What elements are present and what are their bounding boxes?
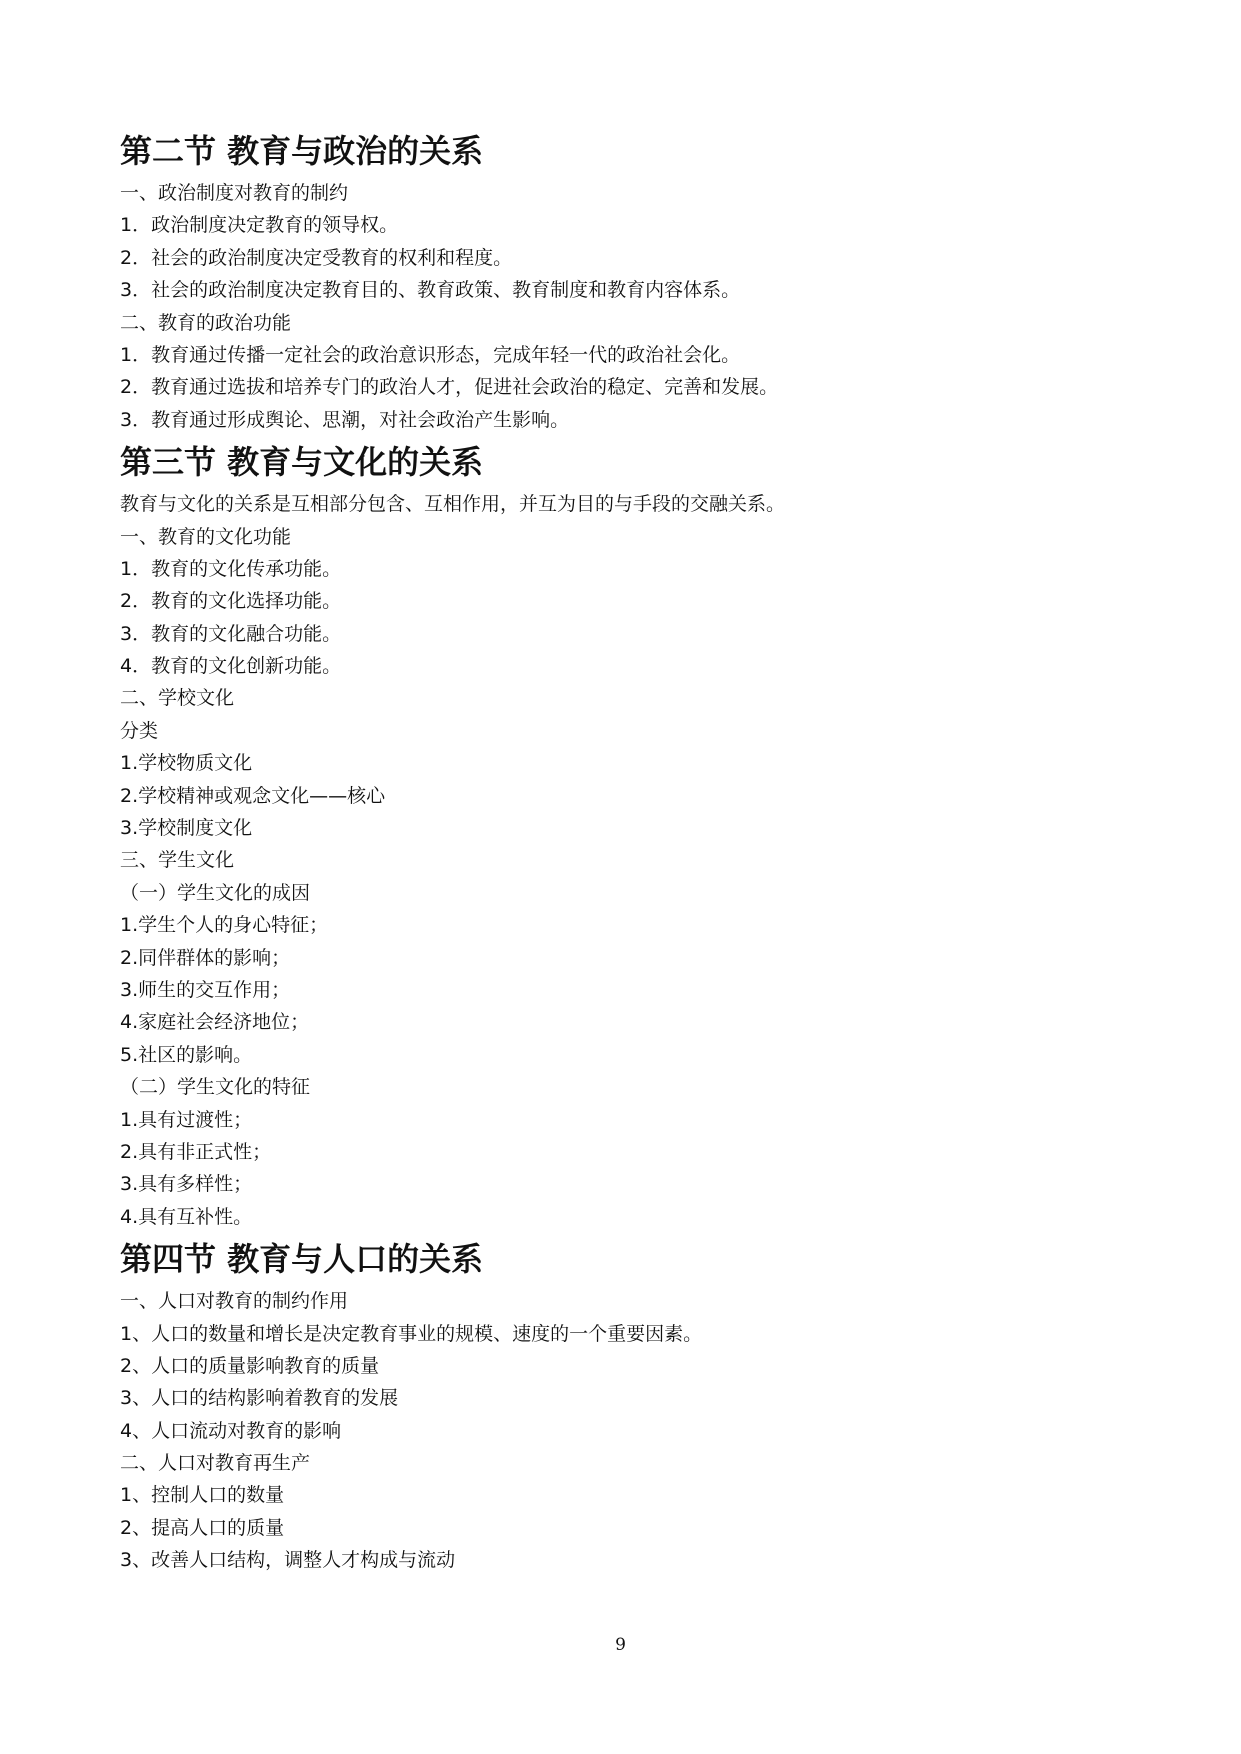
text-line: 5.社区的影响。 xyxy=(120,1043,253,1066)
text-line: 4、人口流动对教育的影响 xyxy=(120,1419,342,1442)
text-line: 1．教育通过传播一定社会的政治意识形态，完成年轻一代的政治社会化。 xyxy=(120,343,741,366)
text-line: 1．政治制度决定教育的领导权。 xyxy=(120,214,399,237)
text-line: 3．教育的文化融合功能。 xyxy=(120,622,342,645)
page-number: 9 xyxy=(615,1635,626,1655)
text-line: 4．教育的文化创新功能。 xyxy=(120,655,342,678)
text-line: 1.学生个人的身心特征； xyxy=(120,914,329,937)
text-line: 二、学校文化 xyxy=(120,687,235,710)
text-line: （一）学生文化的成因 xyxy=(120,881,311,904)
text-line: 1.学校物质文化 xyxy=(120,752,253,775)
text-line: 2.学校精神或观念文化——核心 xyxy=(120,784,386,807)
section-education-population xyxy=(120,1233,1120,1577)
text-line: 4.家庭社会经济地位； xyxy=(120,1011,310,1034)
text-line: 2．教育的文化选择功能。 xyxy=(120,590,342,613)
text-line: 二、教育的政治功能 xyxy=(120,311,292,334)
text-line: 二、人口对教育再生产 xyxy=(120,1452,311,1475)
section-heading: 第四节 教育与人口的关系 xyxy=(120,1240,484,1279)
text-line: 2、人口的质量影响教育的质量 xyxy=(120,1354,380,1377)
text-line: （二）学生文化的特征 xyxy=(120,1076,311,1099)
text-line: 教育与文化的关系是互相部分包含、互相作用，并互为目的与手段的交融关系。 xyxy=(120,493,786,516)
section-heading: 第二节 教育与政治的关系 xyxy=(120,132,484,170)
text-line: 4.具有互补性。 xyxy=(120,1205,253,1228)
text-line: 3.学校制度文化 xyxy=(120,817,253,840)
text-line: 分类 xyxy=(120,719,159,742)
text-line: 2．教育通过选拔和培养专门的政治人才，促进社会政治的稳定、完善和发展。 xyxy=(120,376,779,399)
text-line: 2、提高人口的质量 xyxy=(120,1516,285,1539)
text-line: 1、控制人口的数量 xyxy=(120,1484,285,1507)
text-line: 3、改善人口结构，调整人才构成与流动 xyxy=(120,1549,456,1572)
text-line: 2.同伴群体的影响； xyxy=(120,946,291,969)
text-line: 3、人口的结构影响着教育的发展 xyxy=(120,1387,399,1410)
text-line: 一、人口对教育的制约作用 xyxy=(120,1290,349,1313)
text-line: 三、学生文化 xyxy=(120,849,235,872)
text-line: 一、教育的文化功能 xyxy=(120,525,292,548)
section-education-culture xyxy=(120,436,1120,1233)
section-education-politics xyxy=(120,125,1120,436)
text-line: 3．教育通过形成舆论、思潮，对社会政治产生影响。 xyxy=(120,408,570,431)
text-line: 1.具有过渡性； xyxy=(120,1108,253,1131)
section-heading: 第三节 教育与文化的关系 xyxy=(120,443,484,482)
text-line: 一、政治制度对教育的制约 xyxy=(120,182,349,204)
text-line: 2．社会的政治制度决定受教育的权利和程度。 xyxy=(120,246,513,269)
text-line: 1．教育的文化传承功能。 xyxy=(120,557,342,580)
text-line: 3．社会的政治制度决定教育目的、教育政策、教育制度和教育内容体系。 xyxy=(120,279,741,302)
text-line: 3.具有多样性； xyxy=(120,1173,253,1196)
text-line: 1、人口的数量和增长是决定教育事业的规模、速度的一个重要因素。 xyxy=(120,1322,703,1345)
document-body xyxy=(120,125,1120,1577)
text-line: 2.具有非正式性； xyxy=(120,1140,272,1163)
text-line: 3.师生的交互作用； xyxy=(120,978,291,1001)
